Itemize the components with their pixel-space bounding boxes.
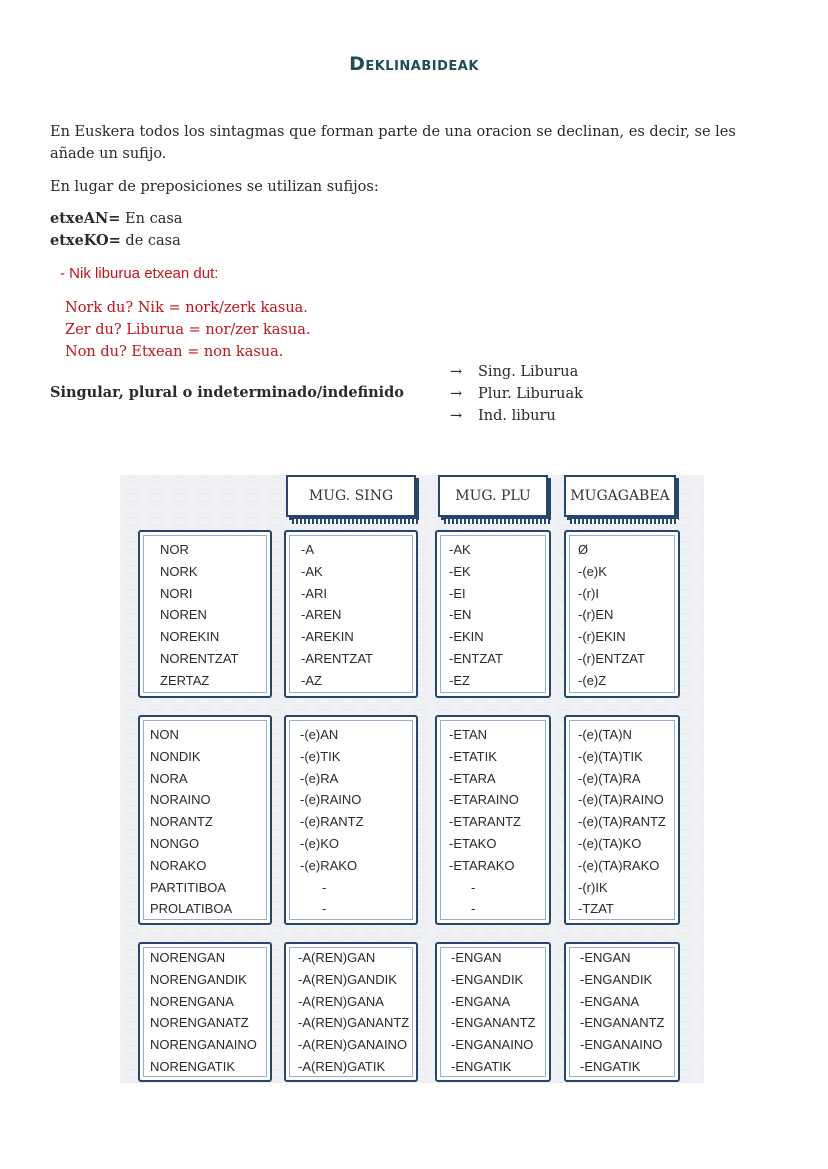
suffix-cell: - — [471, 901, 476, 917]
suffix-cell: -ENGANANTZ — [580, 1015, 665, 1031]
suffix-cell: -(e)RA — [300, 770, 339, 786]
suffix-cell: -(e)KO — [300, 836, 339, 851]
suffix-cell: -ENGAN — [580, 950, 631, 965]
suffix-cell: -(e)(TA)TIK — [578, 748, 643, 764]
mug-plu-box — [435, 530, 551, 698]
suffix-cell: -ENGANAINO — [580, 1037, 663, 1053]
example-meaning: En casa — [120, 211, 183, 227]
suffix-cell: -(r)EN — [578, 607, 614, 623]
mug-plu-box — [435, 715, 551, 925]
case-name: NOREKIN — [160, 629, 220, 645]
suffix-cell: -ARI — [301, 585, 327, 601]
suffix-cell: -(e)(TA)KO — [578, 836, 642, 851]
suffix-cell: -ENGANDIK — [580, 971, 653, 987]
suffix-cell: - — [322, 901, 327, 917]
suffix-cell: -(e)(TA)RAKO — [578, 857, 660, 873]
suffix-cell: -ENGANANTZ — [451, 1015, 536, 1031]
arrow-icon: → — [450, 364, 463, 380]
preposition-note: En lugar de preposiciones se utilizan sufijos: — [50, 179, 379, 195]
suffix-cell: -(e)RAINO — [300, 792, 362, 808]
suffix-cell: -EI — [449, 585, 466, 601]
suffix-cell: -(r)I — [578, 585, 599, 601]
case-name: NORENGANDIK — [150, 971, 247, 987]
case-name: NORK — [160, 563, 198, 579]
suffix-cell: -AREN — [301, 607, 342, 623]
suffix-cell: -(r)EKIN — [578, 629, 626, 645]
case-names-box — [138, 715, 272, 925]
case-name: NORENGATIK — [150, 1059, 235, 1074]
case-name: ZERTAZ — [160, 672, 210, 688]
header-mug-plu: MUG. PLU — [438, 475, 548, 517]
case-names-box — [138, 942, 272, 1082]
suffix-cell: -AZ — [301, 672, 322, 688]
mugagabea-box — [564, 942, 680, 1082]
example-line — [50, 230, 181, 252]
case-names-box — [138, 530, 272, 698]
suffix-cell: -A(REN)GAN — [298, 950, 376, 965]
suffix-cell: -ETARA — [449, 770, 496, 786]
suffix-cell: -ETARANTZ — [449, 814, 521, 830]
suffix-cell: -AK — [449, 542, 471, 557]
example-line — [50, 208, 182, 230]
suffix-cell: -A — [301, 542, 314, 557]
suffix-cell: -(r)ENTZAT — [578, 651, 645, 666]
analysis-line: Non du? Etxean = non kasua. — [65, 344, 284, 360]
case-name: NORENTZAT — [160, 651, 239, 666]
suffix-cell: -ENGATIK — [451, 1059, 512, 1074]
suffix-cell: -A(REN)GANANTZ — [298, 1015, 410, 1031]
suffix-cell: -ENGANAINO — [451, 1037, 534, 1053]
header-mugagabea: MUGAGABEA — [564, 475, 676, 517]
suffix-cell: -(e)(TA)RA — [578, 770, 641, 786]
suffix-cell: -(e)K — [578, 563, 607, 579]
suffix-cell: -(e)(TA)N — [578, 727, 632, 742]
header-mug-sing: MUG. SING — [286, 475, 416, 517]
suffix-cell: -EKIN — [449, 629, 484, 645]
intro-paragraph: En Euskera todos los sintagmas que forman parte de una oracion se declinan, es decir, se les añade un sufijo. — [50, 124, 736, 162]
suffix-cell: -ARENTZAT — [301, 651, 373, 666]
case-name: PROLATIBOA — [150, 901, 233, 917]
case-name: NORA — [150, 770, 188, 786]
suffix-cell: - — [322, 879, 327, 895]
declension-table — [120, 475, 704, 1083]
case-name: NORENGANAINO — [150, 1037, 257, 1053]
suffix-cell: -(e)(TA)RANTZ — [578, 814, 666, 830]
suffix-cell: -ETARAINO — [449, 792, 519, 808]
number-form — [450, 405, 556, 427]
case-name: NOR — [160, 542, 189, 557]
suffix-cell: -AREKIN — [301, 629, 354, 645]
analysis-line: Zer du? Liburua = nor/zer kasua. — [65, 322, 311, 338]
suffix-cell: -A(REN)GANAINO — [298, 1037, 408, 1053]
case-name: NORENGANATZ — [150, 1015, 249, 1031]
case-name: NONDIK — [150, 748, 201, 764]
suffix-cell: -(e)AN — [300, 727, 339, 742]
suffix-cell: -ETARAKO — [449, 857, 515, 873]
case-name: NORENGANA — [150, 993, 234, 1009]
suffix-cell: -ENTZAT — [449, 651, 503, 666]
case-name: PARTITIBOA — [150, 879, 227, 895]
arrow-icon: → — [450, 386, 463, 402]
suffix-cell: -EZ — [449, 672, 470, 688]
case-name: NORENGAN — [150, 950, 226, 965]
suffix-cell: -AK — [301, 563, 323, 579]
number-label: Singular, plural o indeterminado/indefinido — [50, 384, 404, 401]
suffix-cell: -ENGANA — [451, 993, 511, 1009]
analysis-line: Nork du? Nik = nork/zerk kasua. — [65, 300, 308, 316]
example-sentence: - Nik liburua etxean dut: — [60, 265, 219, 282]
case-name: NORANTZ — [150, 814, 213, 830]
suffix-cell: -(r)IK — [578, 879, 608, 895]
arrow-icon: → — [450, 408, 463, 424]
suffix-cell: -ENGANA — [580, 993, 640, 1009]
suffix-cell: -ETAKO — [449, 836, 497, 851]
suffix-cell: -(e)RAKO — [300, 857, 358, 873]
page-title: Deklinabideak — [349, 53, 479, 75]
example-word: etxeKO= — [50, 232, 121, 249]
suffix-cell: -ENGANDIK — [451, 971, 524, 987]
case-name: NORI — [160, 585, 193, 601]
suffix-cell: -A(REN)GANDIK — [298, 971, 397, 987]
suffix-cell: -TZAT — [578, 901, 614, 917]
mug-sing-box — [284, 530, 418, 698]
example-meaning: de casa — [120, 233, 181, 249]
mug-sing-box — [284, 942, 418, 1082]
case-name: NORAINO — [150, 792, 211, 808]
number-form-text: Ind. liburu — [478, 408, 556, 424]
mugagabea-box — [564, 530, 680, 698]
number-form — [450, 361, 578, 383]
suffix-cell: -(e)Z — [578, 672, 607, 688]
number-form-text: Plur. Liburuak — [478, 386, 583, 402]
suffix-cell: -ETAN — [449, 727, 488, 742]
case-name: NONGO — [150, 836, 200, 851]
suffix-cell: -(e)TIK — [300, 748, 341, 764]
suffix-cell: -ETATIK — [449, 748, 497, 764]
example-word: etxeAN= — [50, 210, 121, 227]
suffix-cell: -(e)RANTZ — [300, 814, 364, 830]
suffix-cell: -EN — [449, 607, 472, 623]
number-form-text: Sing. Liburua — [478, 364, 579, 380]
mugagabea-box — [564, 715, 680, 925]
suffix-cell: -ENGAN — [451, 950, 502, 965]
number-form — [450, 383, 583, 405]
suffix-cell: -(e)(TA)RAINO — [578, 792, 664, 808]
case-name: NORAKO — [150, 857, 207, 873]
suffix-cell: -ENGATIK — [580, 1059, 641, 1074]
case-name: NON — [150, 727, 179, 742]
suffix-cell: -EK — [449, 563, 471, 579]
case-name: NOREN — [160, 607, 207, 623]
mug-plu-box — [435, 942, 551, 1082]
suffix-cell: -A(REN)GANA — [298, 993, 384, 1009]
mug-sing-box — [284, 715, 418, 925]
suffix-cell: Ø — [578, 542, 589, 557]
suffix-cell: - — [471, 879, 476, 895]
suffix-cell: -A(REN)GATIK — [298, 1059, 386, 1074]
